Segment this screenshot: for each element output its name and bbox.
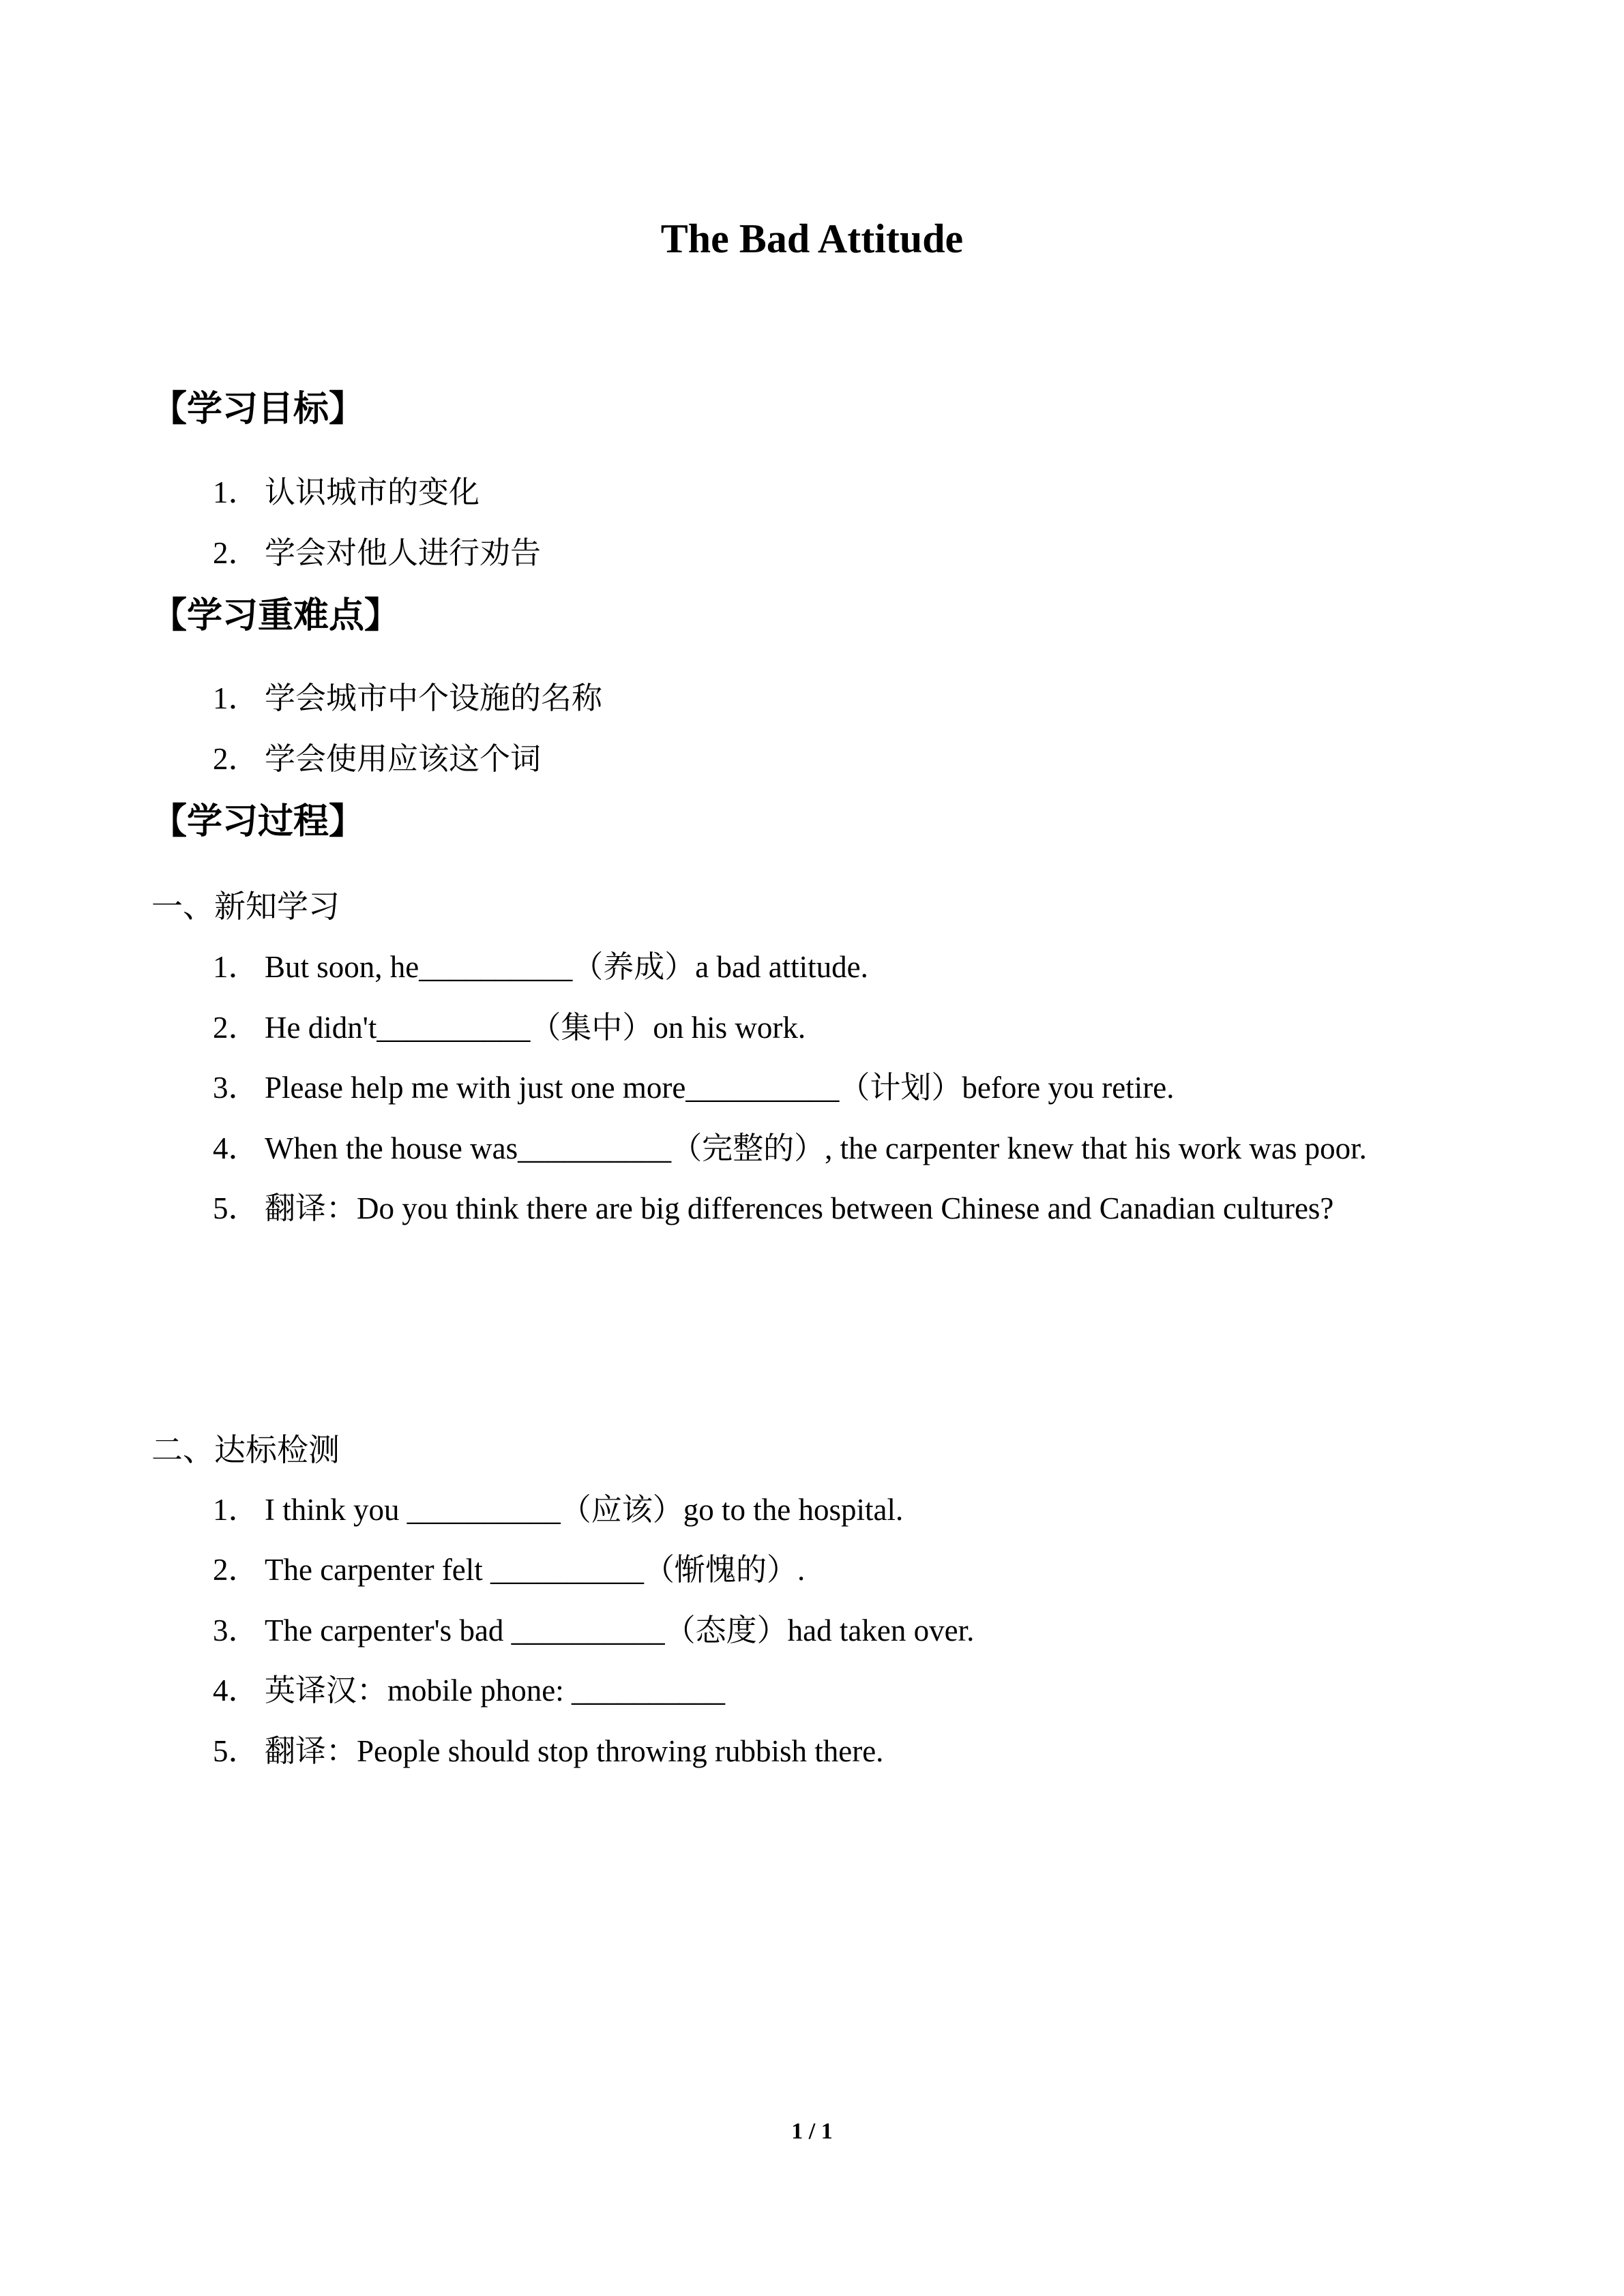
part2-item-2-number: 2．	[213, 1553, 259, 1587]
process-heading: 【学习过程】	[151, 801, 365, 842]
goals-heading: 【学习目标】	[151, 389, 365, 430]
part1-label: 一、新知学习	[151, 888, 340, 925]
part2-item-1-text: I think you __________（应该）go to the hospital.	[265, 1493, 904, 1527]
key-point-item-2-text: 学会使用应该这个词	[265, 742, 542, 776]
part1-item-4	[213, 1127, 1367, 1170]
part1-item-4-number: 4．	[213, 1131, 259, 1165]
part2-item-2-text: The carpenter felt __________（惭愧的）.	[265, 1553, 806, 1587]
part2-label: 二、达标检测	[151, 1431, 340, 1468]
goal-item-1	[213, 471, 479, 514]
page-number: 1 / 1	[791, 2119, 833, 2144]
key-point-item-1	[213, 676, 602, 720]
key-point-item-2	[213, 737, 541, 781]
part2-item-5	[213, 1729, 883, 1773]
goal-item-1-text: 认识城市的变化	[265, 475, 480, 509]
part2-item-4	[213, 1669, 725, 1712]
part2-item-5-text: 翻译：People should stop throwing rubbish there.	[265, 1734, 884, 1768]
part2-item-5-number: 5．	[213, 1734, 259, 1768]
key-points-heading: 【学习重难点】	[151, 595, 400, 636]
part2-item-1	[213, 1488, 903, 1532]
part1-item-5-text: 翻译：Do you think there are big differences between Chinese and Canadian cultures?	[265, 1191, 1334, 1225]
part1-item-5-number: 5．	[213, 1191, 259, 1225]
key-point-item-1-number: 1．	[213, 681, 259, 715]
part1-item-3	[213, 1066, 1174, 1109]
part1-item-4-text: When the house was__________（完整的）, the carpenter knew that his work was poor.	[265, 1131, 1367, 1165]
goal-item-1-number: 1．	[213, 475, 259, 509]
part2-item-3-text: The carpenter's bad __________（态度）had taken over.	[265, 1613, 975, 1648]
part1-item-1-number: 1．	[213, 950, 259, 984]
part1-item-1-text: But soon, he__________（养成）a bad attitude.	[265, 950, 868, 984]
part2-item-1-number: 1．	[213, 1493, 259, 1527]
part1-item-2-text: He didn't__________（集中）on his work.	[265, 1011, 806, 1045]
goal-item-2-text: 学会对他人进行劝告	[265, 536, 542, 570]
part1-item-2-number: 2．	[213, 1011, 259, 1045]
document-title: The Bad Attitude	[660, 216, 964, 261]
part1-item-5	[213, 1187, 1333, 1230]
part1-item-1	[213, 945, 868, 989]
part2-item-4-number: 4．	[213, 1673, 259, 1708]
part1-item-3-number: 3．	[213, 1071, 259, 1105]
part2-item-3-number: 3．	[213, 1613, 259, 1648]
goal-item-2-number: 2．	[213, 536, 259, 570]
part2-item-4-text: 英译汉：mobile phone: __________	[265, 1673, 725, 1708]
part1-item-2	[213, 1006, 806, 1049]
key-point-item-2-number: 2．	[213, 742, 259, 776]
part2-item-3	[213, 1609, 974, 1652]
goal-item-2	[213, 531, 541, 575]
part1-item-3-text: Please help me with just one more__________（计划）before you retire.	[265, 1071, 1175, 1105]
key-point-item-1-text: 学会城市中个设施的名称	[265, 681, 603, 715]
part2-item-2	[213, 1548, 805, 1592]
